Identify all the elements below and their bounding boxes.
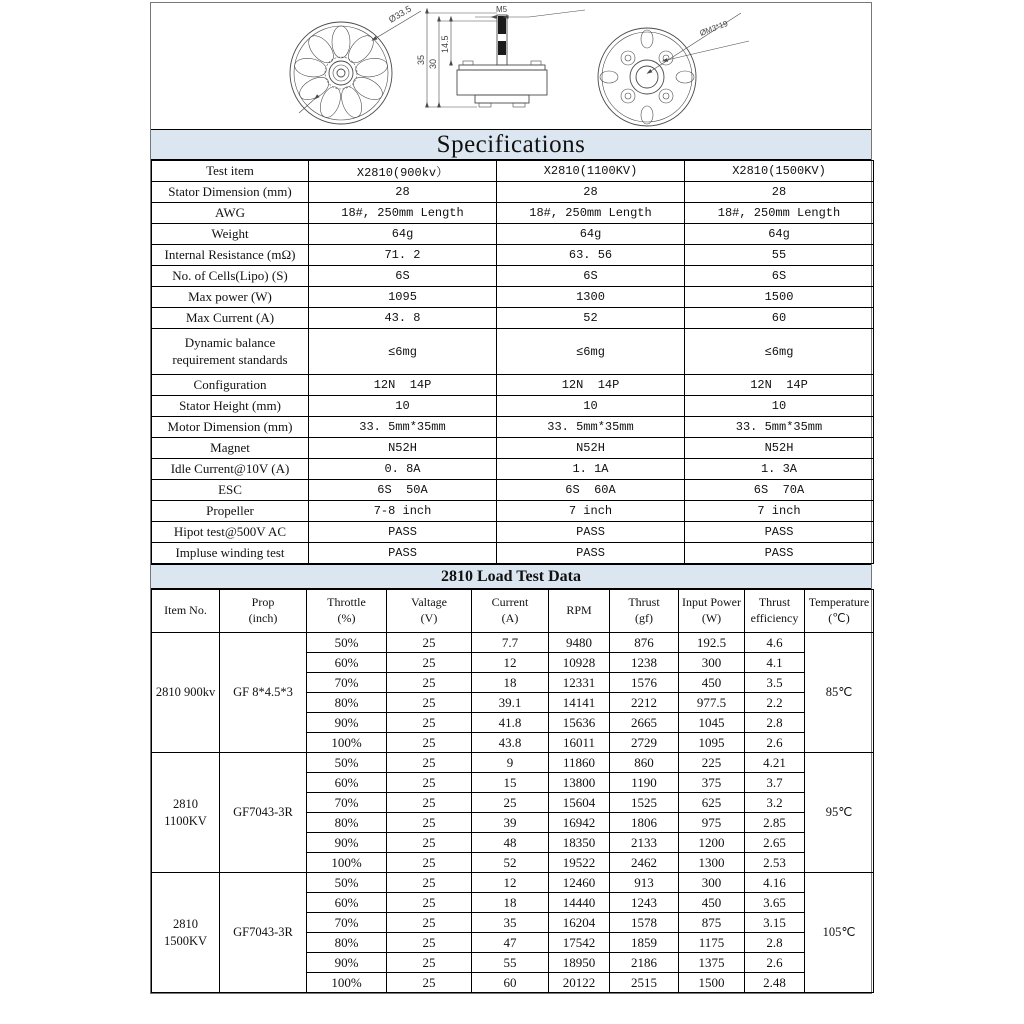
spec-row [152, 329, 874, 375]
load-value-cell: 2.85 [745, 813, 805, 833]
load-value-cell: 9 [472, 753, 549, 773]
spec-row-label: Impluse winding test [152, 543, 309, 564]
spec-row [152, 203, 874, 224]
spec-row-label: Motor Dimension (mm) [152, 417, 309, 438]
load-value-cell: 25 [387, 713, 472, 733]
load-column-header: Temperature (℃) [805, 590, 874, 633]
load-value-cell: 1578 [610, 913, 679, 933]
load-value-cell: 100% [307, 973, 387, 993]
load-value-cell: 1859 [610, 933, 679, 953]
spec-row-value: 63. 56 [497, 245, 685, 266]
spec-row-label: Propeller [152, 501, 309, 522]
load-value-cell: 2212 [610, 693, 679, 713]
spec-row-value: PASS [685, 543, 874, 564]
load-value-cell: 25 [472, 793, 549, 813]
load-value-cell: 25 [387, 853, 472, 873]
load-value-cell: 2729 [610, 733, 679, 753]
load-value-cell: 80% [307, 813, 387, 833]
load-value-cell: 20122 [549, 973, 610, 993]
load-value-cell: 12 [472, 653, 549, 673]
spec-row-label: Max power (W) [152, 287, 309, 308]
load-value-cell: 16942 [549, 813, 610, 833]
load-value-cell: 25 [387, 733, 472, 753]
load-value-cell: 80% [307, 693, 387, 713]
load-value-cell: 90% [307, 953, 387, 973]
spec-row-label: Idle Current@10V (A) [152, 459, 309, 480]
spec-row-label: Stator Height (mm) [152, 396, 309, 417]
load-prop-cell: GF7043-3R [220, 753, 307, 873]
spec-row [152, 287, 874, 308]
spec-row-value: PASS [685, 522, 874, 543]
load-value-cell: 39 [472, 813, 549, 833]
load-value-cell: 3.7 [745, 773, 805, 793]
spec-row [152, 161, 874, 182]
load-value-cell: 15636 [549, 713, 610, 733]
spec-row-value: 33. 5mm*35mm [685, 417, 874, 438]
load-value-cell: 70% [307, 673, 387, 693]
load-value-cell: 1175 [679, 933, 745, 953]
load-temperature-cell: 95℃ [805, 753, 874, 873]
spec-row-value: 55 [685, 245, 874, 266]
load-value-cell: 3.5 [745, 673, 805, 693]
load-value-cell: 55 [472, 953, 549, 973]
load-column-header: Input Power (W) [679, 590, 745, 633]
spec-row-value: 1300 [497, 287, 685, 308]
spec-row-value: 6S 70A [685, 480, 874, 501]
spec-row-value: 6S 50A [309, 480, 497, 501]
load-item-cell: 2810 1500KV [152, 873, 220, 993]
spec-row-value: 18#, 250mm Length [497, 203, 685, 224]
load-value-cell: 14141 [549, 693, 610, 713]
load-value-cell: 12460 [549, 873, 610, 893]
specifications-table [151, 160, 874, 564]
load-item-cell: 2810 1100KV [152, 753, 220, 873]
spec-row-label: Stator Dimension (mm) [152, 182, 309, 203]
load-value-cell: 18 [472, 893, 549, 913]
technical-drawings [151, 3, 871, 129]
spec-row-value: 64g [309, 224, 497, 245]
load-value-cell: 80% [307, 933, 387, 953]
load-column-header: Thrust (gf) [610, 590, 679, 633]
spec-row-value: N52H [309, 438, 497, 459]
load-value-cell: 225 [679, 753, 745, 773]
load-value-cell: 60% [307, 773, 387, 793]
load-test-title: 2810 Load Test Data [151, 564, 871, 589]
load-value-cell: 2.6 [745, 733, 805, 753]
spec-row [152, 522, 874, 543]
load-value-cell: 4.6 [745, 633, 805, 653]
load-value-cell: 860 [610, 753, 679, 773]
load-value-cell: 39.1 [472, 693, 549, 713]
spec-row-value: 64g [685, 224, 874, 245]
spec-row [152, 182, 874, 203]
load-value-cell: 60 [472, 973, 549, 993]
load-value-cell: 450 [679, 673, 745, 693]
load-column-header: Prop (inch) [220, 590, 307, 633]
load-value-cell: 13800 [549, 773, 610, 793]
load-value-cell: 1576 [610, 673, 679, 693]
spec-row-value: 12N 14P [685, 375, 874, 396]
load-table-body [152, 633, 874, 993]
load-value-cell: 1525 [610, 793, 679, 813]
load-value-cell: 25 [387, 953, 472, 973]
load-value-cell: 25 [387, 693, 472, 713]
load-value-cell: 977.5 [679, 693, 745, 713]
spec-row-value: ≤6mg [309, 329, 497, 375]
spec-row-value: ≤6mg [685, 329, 874, 375]
load-item-cell: 2810 900kv [152, 633, 220, 753]
spec-row-value: 0. 8A [309, 459, 497, 480]
load-value-cell: 52 [472, 853, 549, 873]
load-value-cell: 2.53 [745, 853, 805, 873]
spec-row-value: 52 [497, 308, 685, 329]
load-value-cell: 25 [387, 913, 472, 933]
spec-row [152, 501, 874, 522]
spec-row-label: ESC [152, 480, 309, 501]
spec-row [152, 245, 874, 266]
spec-row-value: 12N 14P [497, 375, 685, 396]
load-value-cell: 47 [472, 933, 549, 953]
shaft-thread-dimension: M5 [496, 5, 508, 14]
load-value-cell: 1300 [679, 853, 745, 873]
spec-row-value: 1095 [309, 287, 497, 308]
load-column-header: Current (A) [472, 590, 549, 633]
spec-row-label: Dynamic balance requirement standards [152, 329, 309, 375]
load-value-cell: 11860 [549, 753, 610, 773]
load-value-cell: 70% [307, 793, 387, 813]
load-value-cell: 1243 [610, 893, 679, 913]
load-value-cell: 1095 [679, 733, 745, 753]
spec-row-value: PASS [497, 522, 685, 543]
spec-row-value: 7 inch [497, 501, 685, 522]
load-value-cell: 18 [472, 673, 549, 693]
spec-row-value: 43. 8 [309, 308, 497, 329]
load-value-cell: 25 [387, 813, 472, 833]
spec-row-value: 1. 1A [497, 459, 685, 480]
load-value-cell: 60% [307, 893, 387, 913]
spec-row [152, 543, 874, 564]
load-value-cell: 15 [472, 773, 549, 793]
load-value-cell: 17542 [549, 933, 610, 953]
load-value-cell: 450 [679, 893, 745, 913]
spec-row [152, 459, 874, 480]
load-value-cell: 2462 [610, 853, 679, 873]
load-value-cell: 3.15 [745, 913, 805, 933]
load-value-cell: 35 [472, 913, 549, 933]
load-value-cell: 25 [387, 633, 472, 653]
spec-row-value: 71. 2 [309, 245, 497, 266]
spec-row-value: 10 [685, 396, 874, 417]
load-value-cell: 14440 [549, 893, 610, 913]
load-value-cell: 875 [679, 913, 745, 933]
load-value-cell: 90% [307, 713, 387, 733]
front-diameter-dimension: Ø33.5 [386, 3, 414, 25]
load-value-cell: 100% [307, 733, 387, 753]
spec-row-value: 28 [309, 182, 497, 203]
load-value-cell: 12 [472, 873, 549, 893]
spec-row-value: PASS [309, 522, 497, 543]
shaft-height-dimension: 14.5 [440, 35, 450, 53]
load-value-cell: 90% [307, 833, 387, 853]
spec-row-label: AWG [152, 203, 309, 224]
load-value-cell: 2665 [610, 713, 679, 733]
spec-row-value: 1500 [685, 287, 874, 308]
load-value-cell: 3.65 [745, 893, 805, 913]
load-value-cell: 300 [679, 873, 745, 893]
load-value-cell: 18350 [549, 833, 610, 853]
spec-row-value: 12N 14P [309, 375, 497, 396]
spec-row [152, 375, 874, 396]
load-data-row [152, 753, 874, 773]
load-value-cell: 43.8 [472, 733, 549, 753]
load-value-cell: 1375 [679, 953, 745, 973]
load-value-cell: 2515 [610, 973, 679, 993]
load-value-cell: 19522 [549, 853, 610, 873]
spec-row-value: 60 [685, 308, 874, 329]
load-value-cell: 25 [387, 893, 472, 913]
load-value-cell: 300 [679, 653, 745, 673]
load-value-cell: 625 [679, 793, 745, 813]
load-value-cell: 25 [387, 673, 472, 693]
load-value-cell: 9480 [549, 633, 610, 653]
mount-hole-dimension: ØM3*19 [698, 18, 730, 38]
load-value-cell: 70% [307, 913, 387, 933]
load-value-cell: 975 [679, 813, 745, 833]
load-value-cell: 2186 [610, 953, 679, 973]
load-value-cell: 25 [387, 753, 472, 773]
spec-row-value: 28 [685, 182, 874, 203]
load-value-cell: 375 [679, 773, 745, 793]
load-value-cell: 25 [387, 653, 472, 673]
load-value-cell: 3.2 [745, 793, 805, 813]
load-value-cell: 1238 [610, 653, 679, 673]
load-column-header: Valtage (V) [387, 590, 472, 633]
load-value-cell: 25 [387, 773, 472, 793]
load-header-row [152, 590, 874, 633]
load-value-cell: 1200 [679, 833, 745, 853]
spec-row-label: Weight [152, 224, 309, 245]
load-column-header: Throttle (%) [307, 590, 387, 633]
load-value-cell: 10928 [549, 653, 610, 673]
load-value-cell: 16011 [549, 733, 610, 753]
spec-row-value: ≤6mg [497, 329, 685, 375]
load-value-cell: 4.1 [745, 653, 805, 673]
spec-row-label: Configuration [152, 375, 309, 396]
spec-row-value: 6S 60A [497, 480, 685, 501]
spec-row-label: Hipot test@500V AC [152, 522, 309, 543]
spec-row-value: 6S [685, 266, 874, 287]
spec-row-value: 6S [497, 266, 685, 287]
load-value-cell: 25 [387, 833, 472, 853]
spec-row-value: 33. 5mm*35mm [309, 417, 497, 438]
load-value-cell: 60% [307, 653, 387, 673]
spec-row-value: 7-8 inch [309, 501, 497, 522]
spec-document [150, 2, 872, 994]
spec-row-value: N52H [685, 438, 874, 459]
spec-row [152, 266, 874, 287]
load-value-cell: 913 [610, 873, 679, 893]
load-prop-cell: GF7043-3R [220, 873, 307, 993]
spec-table-body [152, 161, 874, 564]
load-value-cell: 1190 [610, 773, 679, 793]
load-test-table [151, 589, 874, 993]
load-value-cell: 16204 [549, 913, 610, 933]
spec-row-value: 1. 3A [685, 459, 874, 480]
load-column-header: Thrust efficiency [745, 590, 805, 633]
load-value-cell: 2.48 [745, 973, 805, 993]
load-value-cell: 192.5 [679, 633, 745, 653]
load-value-cell: 25 [387, 933, 472, 953]
load-temperature-cell: 85℃ [805, 633, 874, 753]
load-value-cell: 1045 [679, 713, 745, 733]
spec-row [152, 396, 874, 417]
spec-row-label: Test item [152, 161, 309, 182]
spec-row-value: PASS [497, 543, 685, 564]
spec-row [152, 480, 874, 501]
load-value-cell: 876 [610, 633, 679, 653]
load-value-cell: 50% [307, 753, 387, 773]
load-value-cell: 100% [307, 853, 387, 873]
specifications-title: Specifications [151, 129, 871, 160]
load-value-cell: 50% [307, 873, 387, 893]
load-value-cell: 50% [307, 633, 387, 653]
load-data-row [152, 633, 874, 653]
spec-row-value: 28 [497, 182, 685, 203]
load-value-cell: 2.2 [745, 693, 805, 713]
spec-row-label: Max Current (A) [152, 308, 309, 329]
load-value-cell: 41.8 [472, 713, 549, 733]
spec-row-value: X2810(900kv） [309, 161, 497, 182]
body-height-dimension: 30 [428, 58, 438, 69]
spec-row [152, 224, 874, 245]
spec-row-label: No. of Cells(Lipo) (S) [152, 266, 309, 287]
load-prop-cell: GF 8*4.5*3 [220, 633, 307, 753]
motor-back-view-drawing [579, 3, 759, 129]
spec-row-label: Internal Resistance (mΩ) [152, 245, 309, 266]
motor-side-view-drawing [407, 3, 597, 129]
load-temperature-cell: 105℃ [805, 873, 874, 993]
load-value-cell: 2.8 [745, 933, 805, 953]
load-value-cell: 18950 [549, 953, 610, 973]
load-value-cell: 2.6 [745, 953, 805, 973]
spec-row-value: X2810(1100KV) [497, 161, 685, 182]
load-column-header: Item No. [152, 590, 220, 633]
load-value-cell: 2133 [610, 833, 679, 853]
spec-row-value: 6S [309, 266, 497, 287]
load-data-row [152, 873, 874, 893]
spec-row [152, 308, 874, 329]
load-value-cell: 12331 [549, 673, 610, 693]
spec-row-value: 10 [309, 396, 497, 417]
spec-row-value: PASS [309, 543, 497, 564]
load-value-cell: 2.65 [745, 833, 805, 853]
load-value-cell: 7.7 [472, 633, 549, 653]
spec-row [152, 417, 874, 438]
total-height-dimension: 35 [416, 54, 426, 65]
load-value-cell: 4.16 [745, 873, 805, 893]
load-value-cell: 15604 [549, 793, 610, 813]
load-value-cell: 25 [387, 973, 472, 993]
load-value-cell: 48 [472, 833, 549, 853]
load-value-cell: 4.21 [745, 753, 805, 773]
load-table-head [152, 590, 874, 633]
spec-row-value: 64g [497, 224, 685, 245]
spec-row-value: 33. 5mm*35mm [497, 417, 685, 438]
spec-row-value: 18#, 250mm Length [685, 203, 874, 224]
spec-row-value: 7 inch [685, 501, 874, 522]
load-value-cell: 2.8 [745, 713, 805, 733]
load-value-cell: 25 [387, 793, 472, 813]
load-value-cell: 1500 [679, 973, 745, 993]
load-column-header: RPM [549, 590, 610, 633]
spec-row-value: X2810(1500KV) [685, 161, 874, 182]
load-value-cell: 1806 [610, 813, 679, 833]
load-value-cell: 25 [387, 873, 472, 893]
spec-row-value: N52H [497, 438, 685, 459]
spec-row-value: 10 [497, 396, 685, 417]
spec-row-value: 18#, 250mm Length [309, 203, 497, 224]
spec-row-label: Magnet [152, 438, 309, 459]
spec-row [152, 438, 874, 459]
